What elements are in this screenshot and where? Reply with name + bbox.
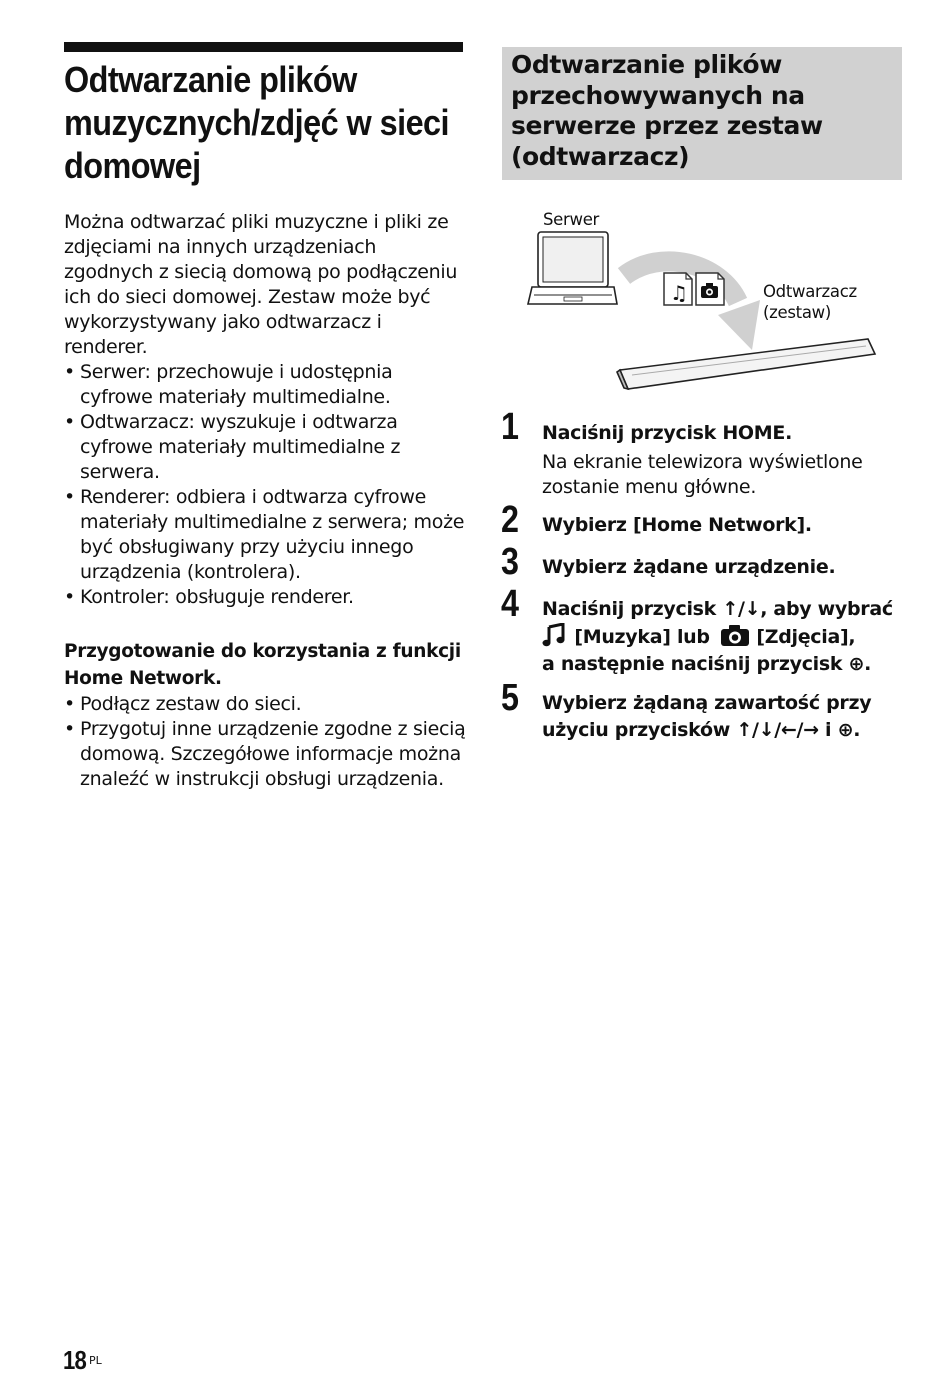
- list-item: • Odtwarzacz: wyszukuje i odtwarza cyfrowe materiały multimedialne z serwera.: [64, 411, 401, 483]
- music-note-icon: [542, 623, 568, 647]
- step-text: Naciśnij przycisk ↑/↓, aby wybrać [Muzyka] lub [Zdjęcia], a następnie naciśnij przycisk ⊕.: [542, 598, 893, 675]
- player-label: Odtwarzacz (zestaw): [763, 282, 857, 322]
- title-rule: [64, 42, 463, 52]
- step-text: Naciśnij przycisk HOME.: [542, 422, 792, 444]
- server-label: Serwer: [543, 210, 600, 229]
- list-item: • Przygotuj inne urządzenie zgodne z siecią domową. Szczegółowe informacje można znaleźć w instrukcji obsługi urządzenia.: [64, 718, 466, 790]
- prep-list: [64, 692, 469, 792]
- page-number: 18: [63, 1345, 86, 1375]
- step-text: Wybierz żądaną zawartość przy użyciu przycisków ↑/↓/←/→ i ⊕.: [542, 692, 872, 741]
- camera-icon: [696, 273, 724, 305]
- step-subtext: Na ekranie telewizora wyświetlone zostanie menu główne.: [542, 451, 863, 498]
- step-number: 2: [501, 499, 519, 541]
- list-item: • Renderer: odbiera i odtwarza cyfrowe materiały multimedialne z serwera; może być obsługiwany przy użyciu innego urządzenia (kontrolera).: [64, 486, 465, 583]
- laptop-icon: [528, 232, 617, 304]
- prep-section: [64, 638, 469, 792]
- section-title: Odtwarzanie plików przechowywanych na serwerze przez zestaw (odtwarzacz): [511, 50, 823, 171]
- roles-list: [64, 360, 469, 610]
- list-item: • Serwer: przechowuje i udostępnia cyfrowe materiały multimedialne.: [64, 361, 393, 408]
- intro-paragraph: Można odtwarzać pliki muzyczne i pliki ze zdjęciami na innych urządzeniach zgodnych z siecią domową po podłączeniu ich do sieci domowej. Zestaw może być wykorzystywany jako odtwarzacz i renderer.: [64, 211, 458, 358]
- list-item: • Kontroler: obsługuje renderer.: [64, 586, 354, 608]
- list-item: • Podłącz zestaw do sieci.: [64, 693, 302, 715]
- svg-text:♫: ♫: [670, 281, 688, 305]
- step-number: 1: [501, 406, 519, 448]
- camera-icon: [720, 623, 750, 647]
- soundbar-icon: [617, 339, 875, 389]
- step-number: 3: [501, 541, 519, 583]
- step-text: Wybierz żądane urządzenie.: [542, 556, 836, 578]
- step-number: 4: [501, 583, 519, 625]
- step-text: Wybierz [Home Network].: [542, 514, 812, 536]
- page-title: Odtwarzanie plików muzycznych/zdjęć w sieci domowej: [64, 59, 450, 186]
- step-number: 5: [501, 677, 519, 719]
- intro-section: [64, 210, 469, 610]
- music-note-icon: [664, 273, 692, 305]
- prep-heading: Przygotowanie do korzystania z funkcji Home Network.: [64, 641, 461, 689]
- page-language: PL: [89, 1354, 102, 1367]
